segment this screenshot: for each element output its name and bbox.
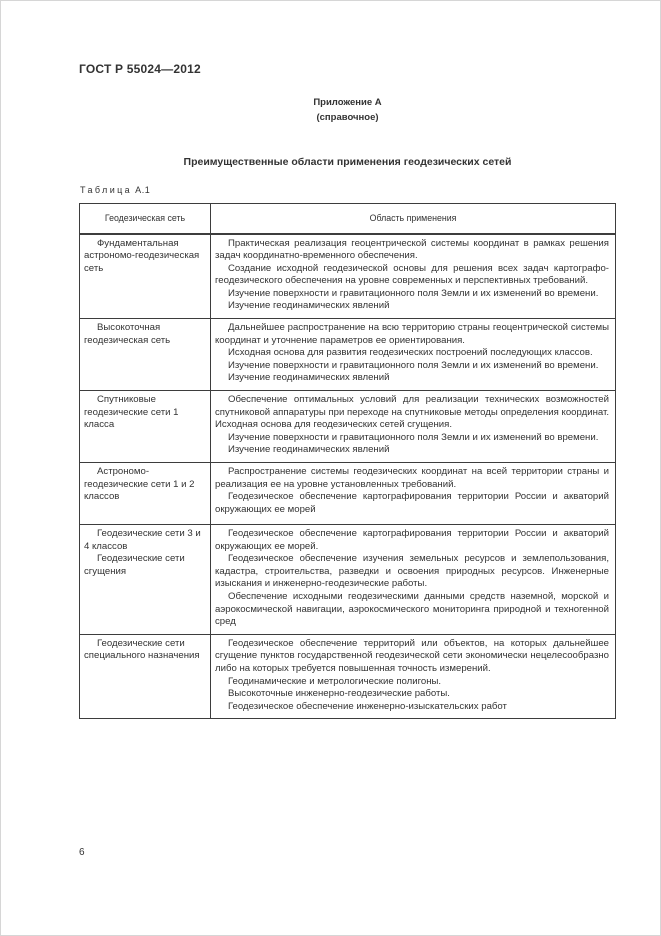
document-code: ГОСТ Р 55024—2012 — [79, 62, 201, 76]
application-paragraph: Исходная основа для развития геодезических построений последующих классов. — [228, 347, 593, 359]
network-cell — [80, 391, 211, 463]
network-cell — [80, 525, 211, 635]
table-row — [80, 634, 616, 719]
table-label-number: А.1 — [135, 185, 151, 195]
table-row — [80, 234, 616, 319]
application-cell — [211, 634, 616, 719]
application-paragraph: Обеспечение исходными геодезическими данными средств наземной, морской и аэрокосмической навигации, аэрокосмического мониторинга природной и техногенной сред — [215, 590, 609, 628]
network-paragraph: Фундаментальная астрономо-геодезическая сеть — [84, 237, 200, 274]
table-row — [80, 463, 616, 525]
application-paragraph: Дальнейшее распространение на всю территорию страны геоцентрической системы координат и уточнение параметров ее ориентирования. — [215, 322, 609, 346]
network-cell — [80, 463, 211, 525]
application-paragraph: Изучение поверхности и гравитационного поля Земли и их изменений во времени. — [228, 431, 599, 443]
network-paragraph: Спутниковые геодезические сети 1 класса — [84, 394, 179, 431]
application-paragraph: Геодезическое обеспечение картографирования территории России и акваторий окружающих ее морей. — [215, 528, 609, 552]
network-cell — [80, 634, 211, 719]
application-cell — [211, 391, 616, 463]
network-paragraph: Геодезические сети 3 и 4 классов — [84, 528, 201, 552]
network-paragraph: Астрономо-геодезические сети 1 и 2 классов — [84, 466, 195, 503]
application-paragraph: Обеспечение оптимальных условий для реализации технических возможностей спутниковой аппаратуры при переходе на спутниковые методы определения координат. Исходная основа для геодезических сетей сгущения. — [215, 394, 609, 431]
appendix-type: (справочное) — [316, 112, 379, 123]
application-cell — [211, 525, 616, 635]
application-paragraph: Создание исходной геодезической основы для решения всех задач картографо-геодезического обеспечения на уровне современных и перспективных требований. — [215, 262, 609, 287]
application-paragraph: Геодинамические и метрологические полигоны. — [228, 675, 442, 687]
network-paragraph: Высокоточная геодезическая сеть — [84, 322, 171, 346]
application-paragraph: Геодезическое обеспечение изучения земельных ресурсов и землепользования, кадастра, строительства, разведки и освоения природных ресурсов. Инженерные изыскания и инженерно-геодезические работы. — [215, 553, 609, 590]
page-number: 6 — [79, 847, 85, 858]
application-paragraph: Изучение геодинамических явлений — [228, 444, 390, 456]
appendix-label: Приложение А — [313, 97, 382, 108]
application-paragraph: Изучение геодинамических явлений — [228, 372, 390, 384]
application-paragraph: Практическая реализация геоцентрической системы координат в рамках решения задач координатно-временного обеспечения. — [215, 237, 609, 262]
table-body — [80, 234, 616, 719]
appendix-heading — [79, 95, 616, 125]
table-header-row — [80, 204, 616, 234]
application-cell — [211, 463, 616, 525]
table-label-word: Таблица — [80, 185, 133, 195]
application-paragraph: Изучение геодинамических явлений — [228, 300, 390, 312]
column-header-network: Геодезическая сеть — [80, 204, 211, 234]
application-paragraph: Изучение поверхности и гравитационного поля Земли и их изменений во времени. — [228, 287, 599, 299]
table-row — [80, 525, 616, 635]
network-paragraph: Геодезические сети сгущения — [84, 553, 185, 577]
application-paragraph: Геодезическое обеспечение инженерно-изыскательских работ — [228, 700, 507, 712]
applications-table — [79, 203, 616, 719]
network-cell — [80, 234, 211, 319]
column-header-application: Область применения — [211, 204, 616, 234]
application-paragraph: Геодезическое обеспечение картографирования территории России и акваторий окружающих ее морей — [215, 491, 609, 515]
table-row — [80, 391, 616, 463]
network-paragraph: Геодезические сети специального назначения — [84, 637, 200, 662]
table-label — [80, 185, 150, 195]
application-paragraph: Высокоточные инженерно-геодезические работы. — [228, 688, 450, 700]
application-paragraph: Распространение системы геодезических координат на всей территории страны и реализация ее на уровне установленных требований. — [215, 466, 609, 490]
application-cell — [211, 319, 616, 391]
application-paragraph: Геодезическое обеспечение территорий или объектов, на которых дальнейшее сгущение пунктов государственной геодезической сети экономически нецелесообразно либо на которых требуется повышенная точность измерений. — [215, 637, 609, 674]
application-paragraph: Изучение поверхности и гравитационного поля Земли и их изменений во времени. — [228, 359, 599, 371]
network-cell — [80, 319, 211, 391]
application-cell — [211, 234, 616, 319]
table-row — [80, 319, 616, 391]
section-title: Преимущественные области применения геодезических сетей — [183, 156, 512, 168]
